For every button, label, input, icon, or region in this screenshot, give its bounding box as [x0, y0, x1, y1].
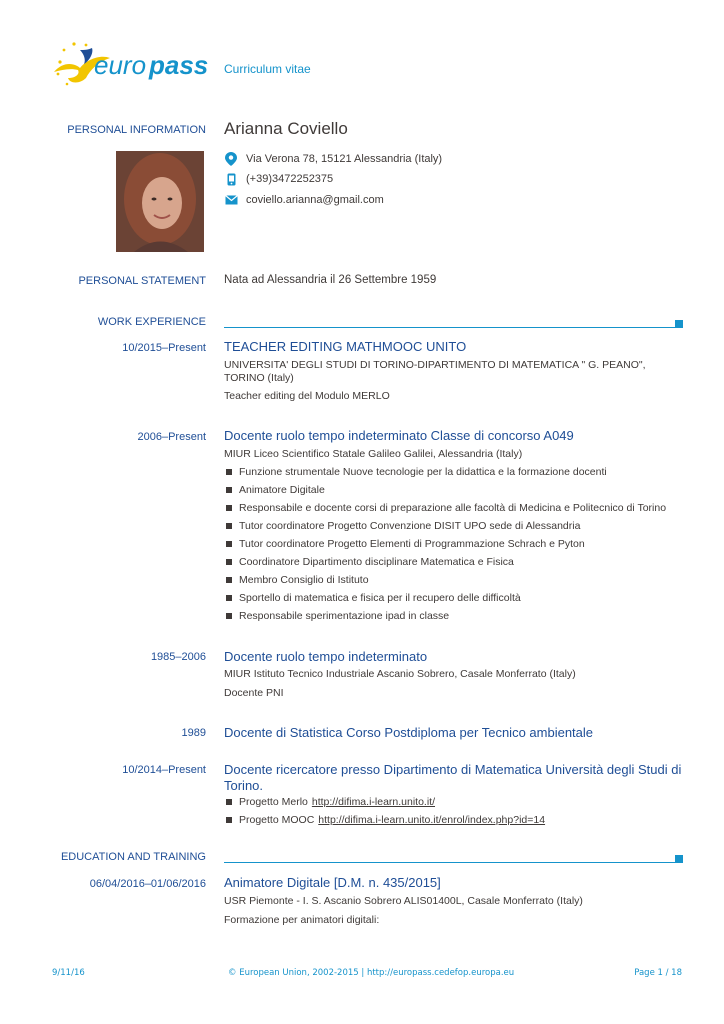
list-item-text: Responsabile sperimentazione ipad in classe — [239, 610, 450, 622]
email-text[interactable]: coviello.arianna@gmail.com — [246, 194, 384, 206]
bullet-square-icon — [226, 559, 232, 565]
section-divider-line — [224, 862, 676, 863]
project-mooc-link[interactable]: http://difima.i-learn.unito.it/enrol/index.php?id=14 — [318, 814, 546, 826]
job-date: 10/2014–Present — [122, 764, 206, 776]
contact-address — [224, 152, 442, 166]
list-item — [224, 814, 545, 832]
person-name: Arianna Coviello — [224, 119, 348, 138]
education-date: 06/04/2016–01/06/2016 — [89, 878, 206, 890]
bullet-square-icon — [226, 487, 232, 493]
job-description: Teacher editing del Modulo MERLO — [224, 390, 390, 402]
contact-email — [224, 193, 384, 207]
europass-logo — [50, 40, 210, 90]
job-date: 10/2015–Present — [122, 342, 206, 354]
document-type-title: Curriculum vitae — [224, 62, 311, 76]
section-label-work-experience: WORK EXPERIENCE — [97, 316, 206, 328]
job-employer: UNIVERSITA' DEGLI STUDI DI TORINO-DIPARTIMENTO DI MATEMATICA " G. PEANO", TORINO (Italy) — [224, 359, 646, 384]
list-item — [224, 538, 666, 556]
list-item — [224, 556, 666, 574]
list-item — [224, 610, 666, 628]
education-description: Formazione per animatori digitali: — [224, 914, 380, 926]
job-description: Docente PNI — [224, 687, 284, 699]
job-title: Docente di Statistica Corso Postdiploma per Tecnico ambientale — [224, 725, 594, 740]
education-title: Animatore Digitale [D.M. n. 435/2015] — [224, 875, 441, 890]
contact-phone — [224, 172, 333, 186]
project-label: Progetto MOOC — [239, 814, 315, 826]
list-item-text: Membro Consiglio di Istituto — [239, 574, 369, 586]
email-envelope-icon — [224, 193, 238, 207]
location-pin-icon — [224, 152, 238, 166]
section-divider-line — [224, 327, 676, 328]
profile-photo — [116, 151, 204, 252]
project-merlo-link[interactable]: http://difima.i-learn.unito.it/ — [311, 796, 436, 808]
personal-statement-text: Nata ad Alessandria il 26 Settembre 1959 — [224, 274, 437, 286]
section-label-personal-statement: PERSONAL STATEMENT — [78, 275, 206, 287]
list-item — [224, 484, 666, 502]
logo-text-pass: pass — [149, 50, 209, 80]
list-item-text: Sportello di matematica e fisica per il recupero delle difficoltà — [239, 592, 521, 604]
footer-copyright[interactable]: © European Union, 2002-2015 | http://europass.cedefop.europa.eu — [228, 968, 515, 978]
bullet-square-icon — [226, 613, 232, 619]
europass-logo-graphic — [50, 40, 210, 90]
bullet-square-icon — [226, 505, 232, 511]
address-text: Via Verona 78, 15121 Alessandria (Italy) — [246, 153, 443, 165]
project-links-list — [224, 796, 545, 832]
list-item — [224, 592, 666, 610]
logo-text-euro: euro — [94, 50, 147, 80]
bullet-square-icon — [226, 541, 232, 547]
list-item-text: Tutor coordinatore Progetto Convenzione DISIT UPO sede di Alessandria — [239, 520, 581, 532]
bullet-square-icon — [226, 817, 232, 823]
bullet-square-icon — [226, 799, 232, 805]
bullet-square-icon — [226, 577, 232, 583]
mobile-phone-icon — [224, 172, 238, 186]
phone-text: (+39)3472252375 — [246, 173, 334, 185]
section-label-education-training: EDUCATION AND TRAINING — [60, 851, 206, 863]
job-title: Docente ruolo tempo indeterminato Classe di concorso A049 — [224, 428, 574, 443]
list-item-text: Coordinatore Dipartimento disciplinare Matematica e Fisica — [239, 556, 514, 568]
section-label-personal-information: PERSONAL INFORMATION — [67, 124, 206, 136]
job-date: 1989 — [181, 727, 206, 739]
job-title-line-1: Docente ricercatore presso Dipartimento di Matematica Università degli Studi di — [224, 762, 682, 777]
job-date: 2006–Present — [137, 431, 206, 443]
project-label: Progetto Merlo — [239, 796, 308, 808]
bullet-square-icon — [226, 595, 232, 601]
education-organisation: USR Piemonte - I. S. Ascanio Sobrero ALIS01400L, Casale Monferrato (Italy) — [224, 895, 583, 907]
section-divider-square — [675, 320, 683, 328]
job-date: 1985–2006 — [150, 651, 206, 663]
job-title: Docente ruolo tempo indeterminato — [224, 649, 428, 664]
list-item — [224, 466, 666, 484]
job-employer: MIUR Liceo Scientifico Statale Galileo Galilei, Alessandria (Italy) — [224, 448, 523, 460]
list-item — [224, 574, 666, 592]
list-item-text: Responsabile e docente corsi di preparazione alle facoltà di Medicina e Politecnico di Torino — [239, 502, 667, 514]
job-title: TEACHER EDITING MATHMOOC UNITO — [224, 339, 467, 354]
list-item-text: Tutor coordinatore Progetto Elementi di Programmazione Schrach e Pyton — [239, 538, 585, 550]
job-title-line-2: Torino. — [224, 778, 264, 793]
list-item — [224, 502, 666, 520]
bullet-square-icon — [226, 523, 232, 529]
section-divider-square — [675, 855, 683, 863]
bullet-square-icon — [226, 469, 232, 475]
list-item-text: Funzione strumentale Nuove tecnologie per la didattica e la formazione docenti — [239, 466, 607, 478]
list-item-text: Animatore Digitale — [239, 484, 325, 496]
footer-page-number: Page 1 / 18 — [634, 968, 682, 978]
job-employer: MIUR Istituto Tecnico Industriale Ascanio Sobrero, Casale Monferrato (Italy) — [224, 668, 576, 680]
job-activities-list — [224, 466, 666, 628]
list-item — [224, 520, 666, 538]
list-item — [224, 796, 545, 814]
footer-date: 9/11/16 — [52, 968, 85, 978]
